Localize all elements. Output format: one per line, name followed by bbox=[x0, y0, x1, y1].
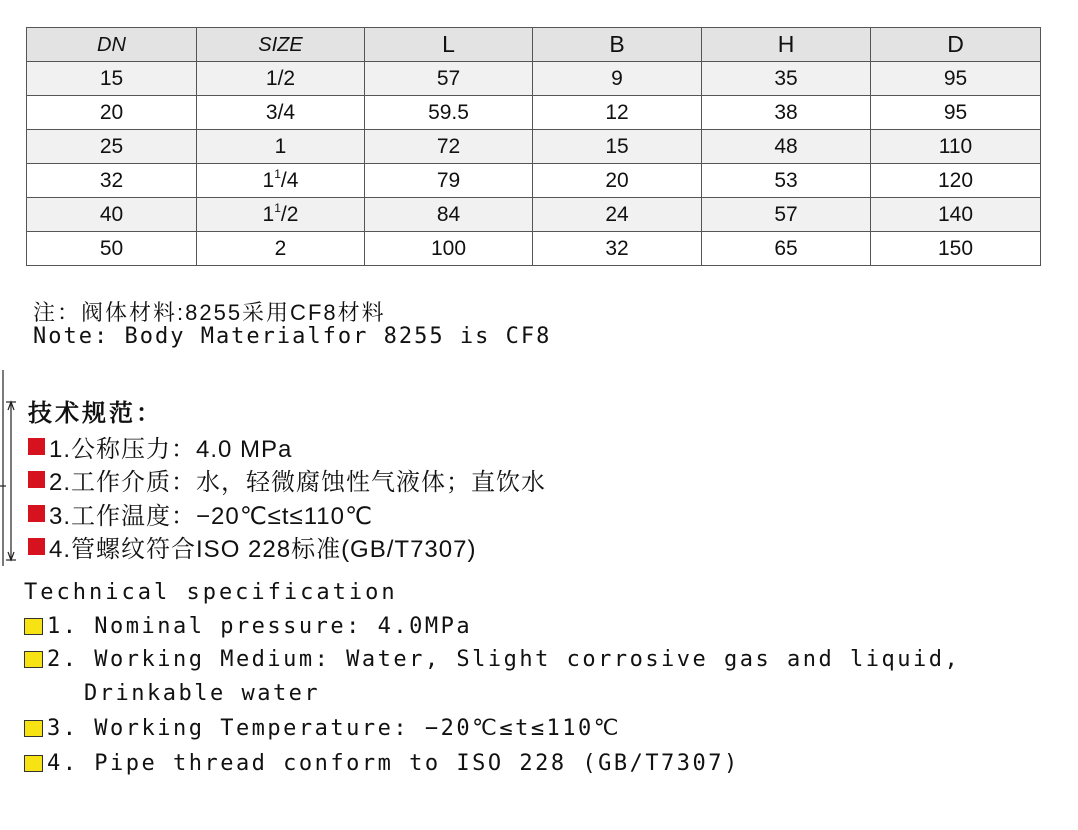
red-square-icon bbox=[28, 438, 45, 455]
tech-spec-heading-en: Technical specification bbox=[24, 580, 398, 605]
tech-spec-item-zh-2 bbox=[28, 462, 546, 497]
tech-spec-item-label: 2. Working Medium: Water, Slight corrosive gas and liquid, bbox=[47, 647, 961, 672]
yellow-square-icon bbox=[24, 651, 43, 668]
tech-spec-item-label: 4. Pipe thread conform to ISO 228 (GB/T7307) bbox=[47, 751, 740, 776]
dimension-bracket bbox=[0, 370, 16, 566]
tech-spec-item-label: 4.管螺纹符合ISO 228标准(GB/T7307) bbox=[49, 536, 477, 563]
table-row bbox=[27, 62, 1041, 96]
tech-spec-item-label: 3.工作温度：−20℃≤t≤110℃ bbox=[49, 503, 373, 530]
yellow-square-icon bbox=[24, 720, 43, 737]
cell-h: 48 bbox=[702, 130, 871, 164]
cell-dn: 20 bbox=[27, 96, 197, 130]
cell-d: 140 bbox=[871, 198, 1041, 232]
red-square-icon bbox=[28, 471, 45, 488]
cell-b: 15 bbox=[533, 130, 702, 164]
tech-spec-item-en-4 bbox=[24, 751, 740, 776]
dimension-table bbox=[26, 27, 1041, 266]
table-row bbox=[27, 130, 1041, 164]
header-d: D bbox=[871, 28, 1041, 62]
tech-spec-item-label: Drinkable water bbox=[84, 681, 321, 706]
tech-spec-item-label: 3. Working Temperature: −20℃≤t≤110℃ bbox=[47, 716, 622, 741]
cell-dn: 15 bbox=[27, 62, 197, 96]
cell-size: 1 1 /4 bbox=[197, 164, 365, 198]
cell-dn: 50 bbox=[27, 232, 197, 266]
note-chinese: 注：阀体材料:8255采用CF8材料 bbox=[33, 300, 386, 325]
cell-l: 79 bbox=[365, 164, 533, 198]
red-square-icon bbox=[28, 505, 45, 522]
cell-h: 35 bbox=[702, 62, 871, 96]
tech-spec-heading-zh: 技术规范： bbox=[28, 400, 163, 427]
header-l: L bbox=[365, 28, 533, 62]
table-row bbox=[27, 164, 1041, 198]
cell-b: 32 bbox=[533, 232, 702, 266]
cell-b: 12 bbox=[533, 96, 702, 130]
header-h: H bbox=[702, 28, 871, 62]
cell-h: 53 bbox=[702, 164, 871, 198]
cell-dn: 40 bbox=[27, 198, 197, 232]
cell-l: 72 bbox=[365, 130, 533, 164]
header-b: B bbox=[533, 28, 702, 62]
cell-h: 65 bbox=[702, 232, 871, 266]
cell-size: 3/4 bbox=[197, 96, 365, 130]
tech-spec-item-label: 1. Nominal pressure: 4.0MPa bbox=[47, 614, 473, 639]
tech-spec-item-en-1 bbox=[24, 614, 472, 639]
header-size: SIZE bbox=[197, 28, 365, 62]
tech-spec-item-en-2 bbox=[24, 647, 960, 672]
table-row bbox=[27, 96, 1041, 130]
cell-l: 59.5 bbox=[365, 96, 533, 130]
cell-size: 1 bbox=[197, 130, 365, 164]
cell-size: 1 1 /2 bbox=[197, 198, 365, 232]
tech-spec-item-zh-3 bbox=[28, 496, 373, 531]
cell-h: 38 bbox=[702, 96, 871, 130]
red-square-icon bbox=[28, 538, 45, 555]
cell-d: 110 bbox=[871, 130, 1041, 164]
table-row bbox=[27, 232, 1041, 266]
cell-dn: 25 bbox=[27, 130, 197, 164]
table-row bbox=[27, 198, 1041, 232]
tech-spec-item-zh-1 bbox=[28, 429, 292, 464]
cell-b: 9 bbox=[533, 62, 702, 96]
cell-size: 2 bbox=[197, 232, 365, 266]
cell-l: 84 bbox=[365, 198, 533, 232]
tech-spec-item-label: 1.公称压力：4.0 MPa bbox=[49, 436, 293, 463]
table-header-row bbox=[27, 28, 1041, 62]
cell-size: 1/2 bbox=[197, 62, 365, 96]
cell-b: 24 bbox=[533, 198, 702, 232]
cell-h: 57 bbox=[702, 198, 871, 232]
cell-d: 120 bbox=[871, 164, 1041, 198]
cell-l: 57 bbox=[365, 62, 533, 96]
cell-dn: 32 bbox=[27, 164, 197, 198]
cell-l: 100 bbox=[365, 232, 533, 266]
note-english: Note: Body Materialfor 8255 is CF8 bbox=[33, 324, 552, 349]
tech-spec-item-zh-4 bbox=[28, 529, 476, 564]
tech-spec-item-en-2-continued bbox=[84, 681, 320, 706]
yellow-square-icon bbox=[24, 618, 43, 635]
header-dn: DN bbox=[27, 28, 197, 62]
tech-spec-item-label: 2.工作介质：水，轻微腐蚀性气液体；直饮水 bbox=[49, 469, 547, 496]
cell-d: 150 bbox=[871, 232, 1041, 266]
yellow-square-icon bbox=[24, 755, 43, 772]
cell-d: 95 bbox=[871, 96, 1041, 130]
cell-d: 95 bbox=[871, 62, 1041, 96]
tech-spec-item-en-3 bbox=[24, 716, 621, 741]
cell-b: 20 bbox=[533, 164, 702, 198]
